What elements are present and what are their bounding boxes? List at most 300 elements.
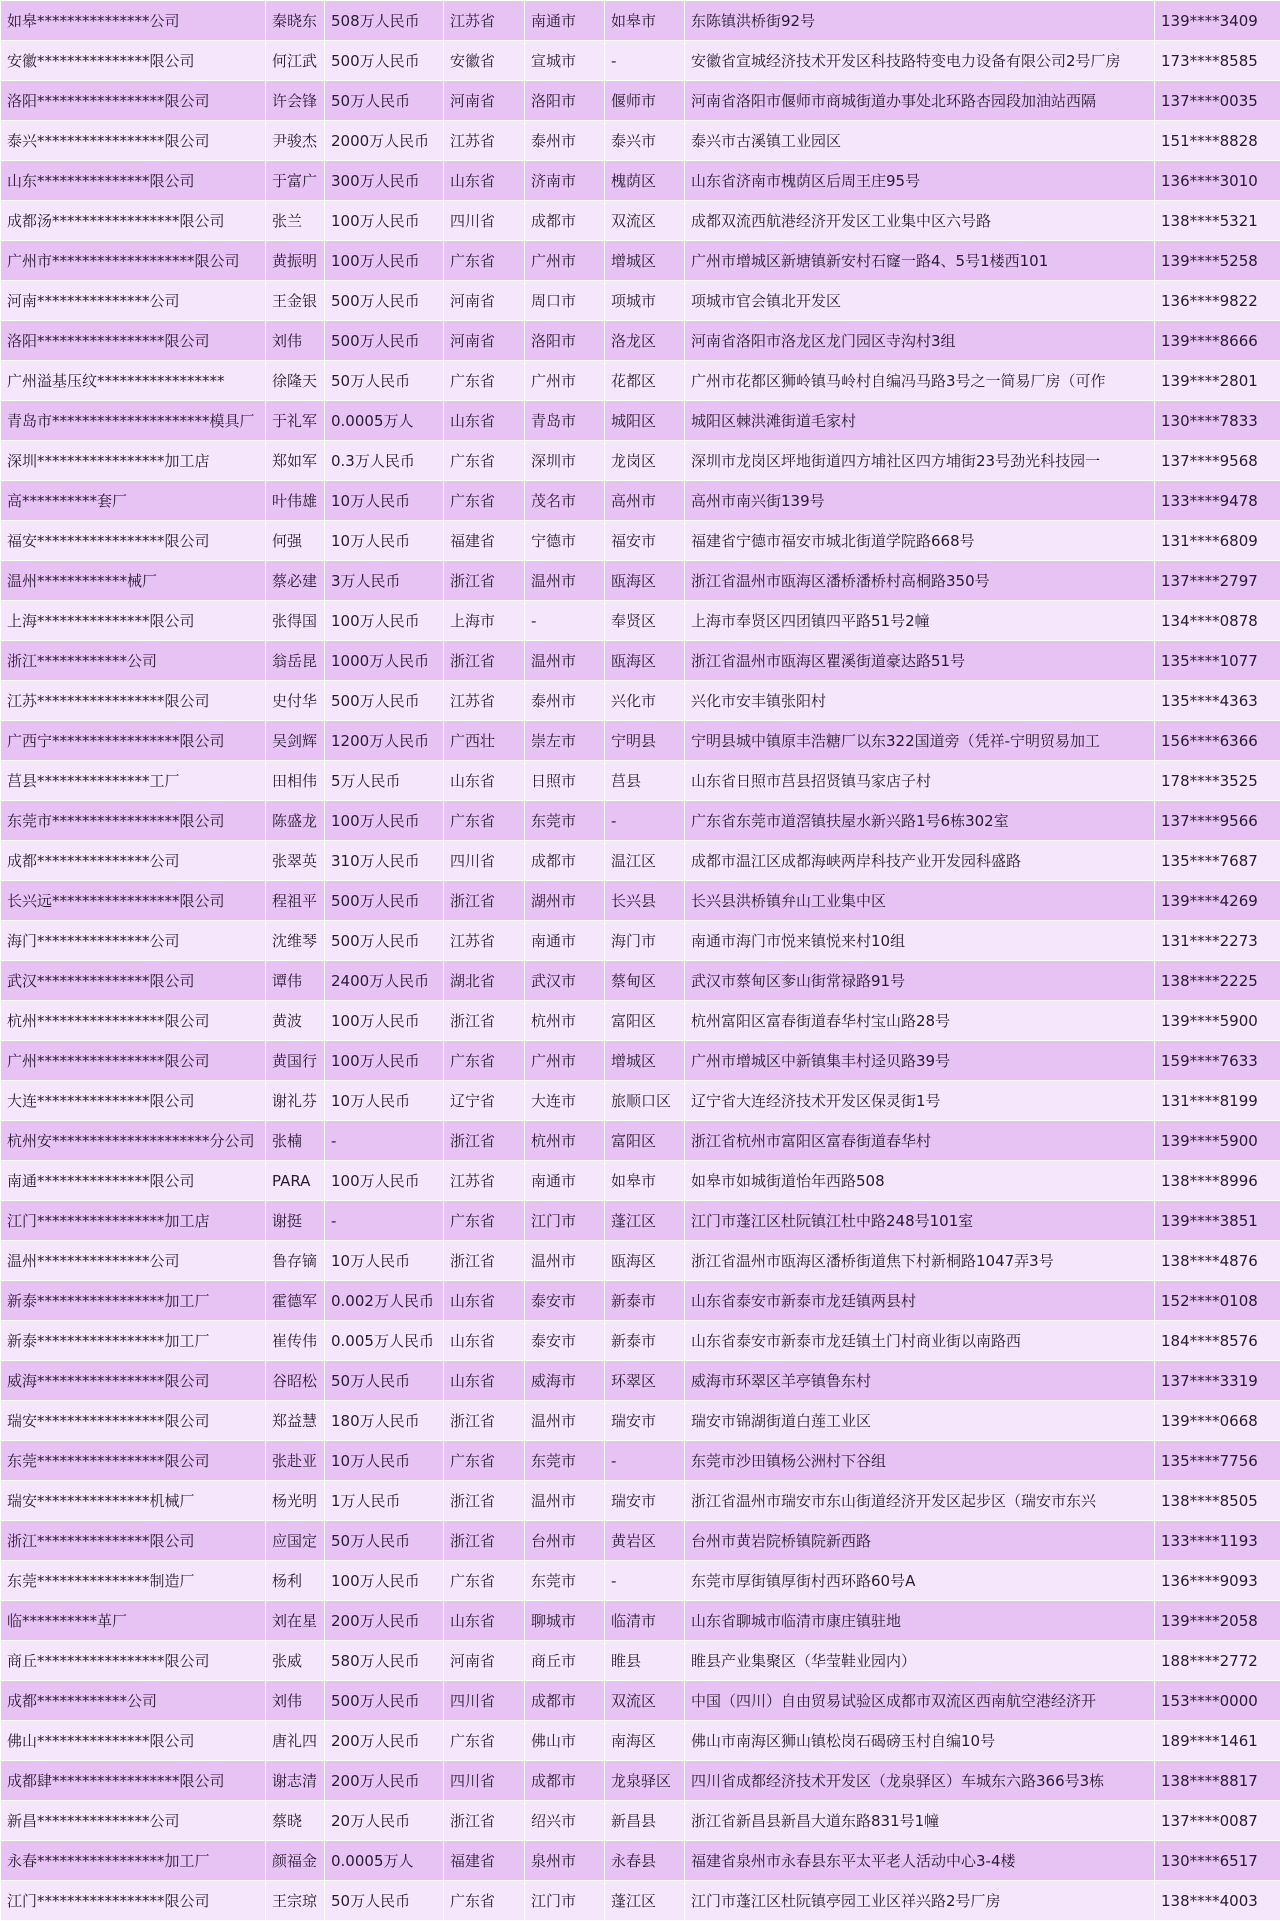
address-cell: 成都双流西航港经济开发区工业集中区六号路 [685, 201, 1155, 241]
district-cell: 洛龙区 [605, 321, 685, 361]
contact-person-cell: 黄国行 [266, 1041, 325, 1081]
province-cell: 浙江省 [444, 1481, 525, 1521]
registered-capital-cell: 100万人民币 [325, 1001, 444, 1041]
phone-cell: 131****6809 [1155, 521, 1280, 561]
company-name-cell: 浙江***************限公司 [1, 1521, 266, 1561]
district-cell: 旅顺口区 [605, 1081, 685, 1121]
registered-capital-cell: 200万人民币 [325, 1761, 444, 1801]
city-cell: 泰安市 [525, 1281, 605, 1321]
company-name-cell: 广州市*******************限公司 [1, 241, 266, 281]
address-cell: 城阳区棘洪滩街道毛家村 [685, 401, 1155, 441]
registered-capital-cell: 0.0005万人 [325, 401, 444, 441]
district-cell: - [605, 41, 685, 81]
address-cell: 成都市温江区成都海峡两岸科技产业开发园科盛路 [685, 841, 1155, 881]
registered-capital-cell: 0.005万人民币 [325, 1321, 444, 1361]
table-row [1, 561, 1280, 601]
address-cell: 浙江省温州市瓯海区瞿溪街道豪达路51号 [685, 641, 1155, 681]
contact-person-cell: 张翠英 [266, 841, 325, 881]
city-cell: 成都市 [525, 1761, 605, 1801]
district-cell: 双流区 [605, 1681, 685, 1721]
district-cell: 城阳区 [605, 401, 685, 441]
province-cell: 浙江省 [444, 1521, 525, 1561]
district-cell: 莒县 [605, 761, 685, 801]
district-cell: 蓬江区 [605, 1881, 685, 1921]
province-cell: 四川省 [444, 841, 525, 881]
phone-cell: 133****9478 [1155, 481, 1280, 521]
phone-cell: 139****5258 [1155, 241, 1280, 281]
phone-cell: 184****8576 [1155, 1321, 1280, 1361]
company-name-cell: 青岛市*********************模具厂 [1, 401, 266, 441]
company-name-cell: 新昌***************公司 [1, 1801, 266, 1841]
contact-person-cell: 谢志清 [266, 1761, 325, 1801]
province-cell: 广东省 [444, 481, 525, 521]
district-cell: 如皋市 [605, 1, 685, 41]
city-cell: 泰州市 [525, 121, 605, 161]
address-cell: 安徽省宣城经济技术开发区科技路特变电力设备有限公司2号厂房 [685, 41, 1155, 81]
address-cell: 东莞市沙田镇杨公洲村下谷组 [685, 1441, 1155, 1481]
province-cell: 广东省 [444, 1201, 525, 1241]
registered-capital-cell: 500万人民币 [325, 681, 444, 721]
province-cell: 安徽省 [444, 41, 525, 81]
city-cell: 南通市 [525, 1, 605, 41]
table-row [1, 281, 1280, 321]
province-cell: 广西壮 [444, 721, 525, 761]
company-name-cell: 如皋***************公司 [1, 1, 266, 41]
phone-cell: 139****8666 [1155, 321, 1280, 361]
table-row [1, 801, 1280, 841]
contact-person-cell: 许会锋 [266, 81, 325, 121]
city-cell: 威海市 [525, 1361, 605, 1401]
registered-capital-cell: 10万人民币 [325, 521, 444, 561]
province-cell: 四川省 [444, 201, 525, 241]
phone-cell: 133****1193 [1155, 1521, 1280, 1561]
province-cell: 山东省 [444, 1361, 525, 1401]
city-cell: 崇左市 [525, 721, 605, 761]
city-cell: 温州市 [525, 561, 605, 601]
city-cell: 南通市 [525, 1161, 605, 1201]
city-cell: 聊城市 [525, 1601, 605, 1641]
city-cell: 成都市 [525, 841, 605, 881]
contact-person-cell: PARA [266, 1161, 325, 1201]
city-cell: 泰安市 [525, 1321, 605, 1361]
phone-cell: 130****7833 [1155, 401, 1280, 441]
province-cell: 四川省 [444, 1761, 525, 1801]
address-cell: 项城市官会镇北开发区 [685, 281, 1155, 321]
company-name-cell: 高**********套厂 [1, 481, 266, 521]
city-cell: 成都市 [525, 201, 605, 241]
address-cell: 东陈镇洪桥街92号 [685, 1, 1155, 41]
city-cell: 江门市 [525, 1881, 605, 1921]
province-cell: 山东省 [444, 401, 525, 441]
district-cell: 龙岗区 [605, 441, 685, 481]
phone-cell: 139****3851 [1155, 1201, 1280, 1241]
phone-cell: 130****6517 [1155, 1841, 1280, 1881]
table-row [1, 1561, 1280, 1601]
province-cell: 河南省 [444, 1641, 525, 1681]
district-cell: 富阳区 [605, 1001, 685, 1041]
contact-person-cell: 张赴亚 [266, 1441, 325, 1481]
district-cell: 双流区 [605, 201, 685, 241]
table-row [1, 1721, 1280, 1761]
province-cell: 浙江省 [444, 641, 525, 681]
address-cell: 佛山市南海区狮山镇松岗石碣磅玉村自编10号 [685, 1721, 1155, 1761]
district-cell: 福安市 [605, 521, 685, 561]
contact-person-cell: 黄波 [266, 1001, 325, 1041]
contact-person-cell: 谢礼芬 [266, 1081, 325, 1121]
phone-cell: 131****8199 [1155, 1081, 1280, 1121]
table-row [1, 881, 1280, 921]
city-cell: 青岛市 [525, 401, 605, 441]
address-cell: 武汉市蔡甸区奓山街常禄路91号 [685, 961, 1155, 1001]
city-cell: - [525, 601, 605, 641]
table-row [1, 1321, 1280, 1361]
province-cell: 浙江省 [444, 1801, 525, 1841]
registered-capital-cell: 50万人民币 [325, 361, 444, 401]
district-cell: 新泰市 [605, 1281, 685, 1321]
province-cell: 山东省 [444, 1601, 525, 1641]
contact-person-cell: 霍德军 [266, 1281, 325, 1321]
city-cell: 佛山市 [525, 1721, 605, 1761]
registered-capital-cell: - [325, 1121, 444, 1161]
district-cell: 永春县 [605, 1841, 685, 1881]
address-cell: 浙江省温州市瓯海区潘桥街道焦下村新桐路1047弄3号 [685, 1241, 1155, 1281]
contact-person-cell: 吴剑辉 [266, 721, 325, 761]
phone-cell: 136****9822 [1155, 281, 1280, 321]
table-row [1, 401, 1280, 441]
table-row [1, 1081, 1280, 1121]
address-cell: 浙江省温州市瑞安市东山街道经济开发区起步区（瑞安市东兴 [685, 1481, 1155, 1521]
company-name-cell: 上海***************限公司 [1, 601, 266, 641]
company-name-cell: 泰兴*****************限公司 [1, 121, 266, 161]
contact-person-cell: 应国定 [266, 1521, 325, 1561]
city-cell: 温州市 [525, 1401, 605, 1441]
address-cell: 浙江省新昌县新昌大道东路831号1幢 [685, 1801, 1155, 1841]
province-cell: 广东省 [444, 361, 525, 401]
district-cell: 温江区 [605, 841, 685, 881]
district-cell: 瑞安市 [605, 1401, 685, 1441]
city-cell: 洛阳市 [525, 321, 605, 361]
province-cell: 山东省 [444, 761, 525, 801]
district-cell: 蓬江区 [605, 1201, 685, 1241]
city-cell: 日照市 [525, 761, 605, 801]
district-cell: - [605, 1441, 685, 1481]
province-cell: 浙江省 [444, 1001, 525, 1041]
contact-person-cell: 张得国 [266, 601, 325, 641]
contact-person-cell: 何强 [266, 521, 325, 561]
company-name-cell: 海门***************公司 [1, 921, 266, 961]
registered-capital-cell: 100万人民币 [325, 201, 444, 241]
city-cell: 广州市 [525, 361, 605, 401]
registered-capital-cell: 0.002万人民币 [325, 1281, 444, 1321]
contact-person-cell: 唐礼四 [266, 1721, 325, 1761]
table-row [1, 161, 1280, 201]
address-cell: 杭州富阳区富春街道春华村宝山路28号 [685, 1001, 1155, 1041]
address-cell: 山东省日照市莒县招贤镇马家店子村 [685, 761, 1155, 801]
city-cell: 南通市 [525, 921, 605, 961]
contact-person-cell: 田相伟 [266, 761, 325, 801]
contact-person-cell: 徐隆天 [266, 361, 325, 401]
registered-capital-cell: 3万人民币 [325, 561, 444, 601]
province-cell: 广东省 [444, 1561, 525, 1601]
phone-cell: 137****0087 [1155, 1801, 1280, 1841]
registered-capital-cell: 10万人民币 [325, 481, 444, 521]
registered-capital-cell: 200万人民币 [325, 1721, 444, 1761]
table-row [1, 1881, 1280, 1921]
province-cell: 湖北省 [444, 961, 525, 1001]
table-row [1, 1161, 1280, 1201]
phone-cell: 139****2801 [1155, 361, 1280, 401]
district-cell: 兴化市 [605, 681, 685, 721]
registered-capital-cell: 500万人民币 [325, 921, 444, 961]
registered-capital-cell: 10万人民币 [325, 1081, 444, 1121]
company-name-cell: 成都汤*****************限公司 [1, 201, 266, 241]
district-cell: 奉贤区 [605, 601, 685, 641]
phone-cell: 135****7756 [1155, 1441, 1280, 1481]
phone-cell: 159****7633 [1155, 1041, 1280, 1081]
address-cell: 山东省济南市槐荫区后周王庄95号 [685, 161, 1155, 201]
address-cell: 广州市增城区中新镇集丰村迳贝路39号 [685, 1041, 1155, 1081]
contact-person-cell: 郑益慧 [266, 1401, 325, 1441]
contact-person-cell: 翁岳昆 [266, 641, 325, 681]
phone-cell: 138****5321 [1155, 201, 1280, 241]
table-row [1, 1041, 1280, 1081]
contact-person-cell: 颜福金 [266, 1841, 325, 1881]
district-cell: 如皋市 [605, 1161, 685, 1201]
city-cell: 武汉市 [525, 961, 605, 1001]
registered-capital-cell: 100万人民币 [325, 1161, 444, 1201]
province-cell: 福建省 [444, 1841, 525, 1881]
table-row [1, 1641, 1280, 1681]
table-row [1, 641, 1280, 681]
company-name-cell: 成都***************公司 [1, 841, 266, 881]
registered-capital-cell: 50万人民币 [325, 1881, 444, 1921]
province-cell: 浙江省 [444, 1121, 525, 1161]
address-cell: 福建省宁德市福安市城北街道学院路668号 [685, 521, 1155, 561]
city-cell: 湖州市 [525, 881, 605, 921]
registered-capital-cell: 2400万人民币 [325, 961, 444, 1001]
province-cell: 福建省 [444, 521, 525, 561]
district-cell: 槐荫区 [605, 161, 685, 201]
province-cell: 广东省 [444, 441, 525, 481]
province-cell: 河南省 [444, 321, 525, 361]
phone-cell: 139****4269 [1155, 881, 1280, 921]
table-row [1, 1801, 1280, 1841]
company-name-cell: 广州*****************限公司 [1, 1041, 266, 1081]
phone-cell: 135****4363 [1155, 681, 1280, 721]
contact-person-cell: 刘在星 [266, 1601, 325, 1641]
city-cell: 洛阳市 [525, 81, 605, 121]
address-cell: 上海市奉贤区四团镇四平路51号2幢 [685, 601, 1155, 641]
phone-cell: 178****3525 [1155, 761, 1280, 801]
registered-capital-cell: 100万人民币 [325, 601, 444, 641]
address-cell: 威海市环翠区羊亭镇鲁东村 [685, 1361, 1155, 1401]
district-cell: 长兴县 [605, 881, 685, 921]
province-cell: 四川省 [444, 1681, 525, 1721]
contact-person-cell: 于富广 [266, 161, 325, 201]
table-row [1, 481, 1280, 521]
province-cell: 广东省 [444, 1441, 525, 1481]
province-cell: 江苏省 [444, 1, 525, 41]
registered-capital-cell: 500万人民币 [325, 321, 444, 361]
address-cell: 广东省东莞市道滘镇扶屋水新兴路1号6栋302室 [685, 801, 1155, 841]
contact-person-cell: 杨光明 [266, 1481, 325, 1521]
phone-cell: 152****0108 [1155, 1281, 1280, 1321]
registered-capital-cell: 10万人民币 [325, 1441, 444, 1481]
registered-capital-cell: 100万人民币 [325, 1041, 444, 1081]
registered-capital-cell: 100万人民币 [325, 801, 444, 841]
province-cell: 江苏省 [444, 121, 525, 161]
contact-person-cell: 蔡必建 [266, 561, 325, 601]
district-cell: - [605, 1561, 685, 1601]
address-cell: 中国（四川）自由贸易试验区成都市双流区西南航空港经济开 [685, 1681, 1155, 1721]
company-name-cell: 成都************公司 [1, 1681, 266, 1721]
province-cell: 辽宁省 [444, 1081, 525, 1121]
company-name-cell: 江门*****************加工店 [1, 1201, 266, 1241]
address-cell: 长兴县洪桥镇弁山工业集中区 [685, 881, 1155, 921]
address-cell: 广州市增城区新塘镇新安村石窿一路4、5号1楼西101 [685, 241, 1155, 281]
phone-cell: 135****7687 [1155, 841, 1280, 881]
address-cell: 睢县产业集聚区（华莹鞋业园内） [685, 1641, 1155, 1681]
district-cell: 临清市 [605, 1601, 685, 1641]
company-name-cell: 杭州*****************限公司 [1, 1001, 266, 1041]
contact-person-cell: 叶伟雄 [266, 481, 325, 521]
table-row [1, 41, 1280, 81]
registered-capital-cell: 500万人民币 [325, 1681, 444, 1721]
city-cell: 泰州市 [525, 681, 605, 721]
address-cell: 河南省洛阳市偃师市商城街道办事处北环路杏园段加油站西隔 [685, 81, 1155, 121]
registered-capital-cell: 50万人民币 [325, 1361, 444, 1401]
province-cell: 江苏省 [444, 681, 525, 721]
province-cell: 浙江省 [444, 1401, 525, 1441]
district-cell: 偃师市 [605, 81, 685, 121]
contact-person-cell: 沈维琴 [266, 921, 325, 961]
district-cell: - [605, 801, 685, 841]
address-cell: 福建省泉州市永春县东平太平老人活动中心3-4楼 [685, 1841, 1155, 1881]
registered-capital-cell: 0.3万人民币 [325, 441, 444, 481]
company-name-cell: 南通***************限公司 [1, 1161, 266, 1201]
phone-cell: 137****9568 [1155, 441, 1280, 481]
table-body [1, 1, 1280, 1921]
company-name-cell: 杭州安*********************分公司 [1, 1121, 266, 1161]
company-name-cell: 商丘*****************限公司 [1, 1641, 266, 1681]
registered-capital-cell: 50万人民币 [325, 1521, 444, 1561]
province-cell: 浙江省 [444, 561, 525, 601]
table-row [1, 1, 1280, 41]
district-cell: 黄岩区 [605, 1521, 685, 1561]
table-row [1, 1201, 1280, 1241]
contact-person-cell: 谭伟 [266, 961, 325, 1001]
district-cell: 增城区 [605, 1041, 685, 1081]
address-cell: 江门市蓬江区杜阮镇江杜中路248号101室 [685, 1201, 1155, 1241]
company-name-cell: 永春*****************加工厂 [1, 1841, 266, 1881]
registered-capital-cell: 508万人民币 [325, 1, 444, 41]
table-row [1, 961, 1280, 1001]
company-name-cell: 江门*****************限公司 [1, 1881, 266, 1921]
table-row [1, 841, 1280, 881]
contact-person-cell: 蔡晓 [266, 1801, 325, 1841]
phone-cell: 151****8828 [1155, 121, 1280, 161]
phone-cell: 138****4876 [1155, 1241, 1280, 1281]
table-row [1, 921, 1280, 961]
address-cell: 如皋市如城街道怡年西路508 [685, 1161, 1155, 1201]
table-row [1, 81, 1280, 121]
district-cell: 瓯海区 [605, 561, 685, 601]
city-cell: 江门市 [525, 1201, 605, 1241]
phone-cell: 138****2225 [1155, 961, 1280, 1001]
phone-cell: 153****0000 [1155, 1681, 1280, 1721]
city-cell: 杭州市 [525, 1121, 605, 1161]
district-cell: 海门市 [605, 921, 685, 961]
province-cell: 河南省 [444, 281, 525, 321]
table-row [1, 721, 1280, 761]
contact-person-cell: 谢挺 [266, 1201, 325, 1241]
phone-cell: 137****0035 [1155, 81, 1280, 121]
company-name-cell: 瑞安*****************限公司 [1, 1401, 266, 1441]
city-cell: 茂名市 [525, 481, 605, 521]
table-row [1, 201, 1280, 241]
registered-capital-cell: 5万人民币 [325, 761, 444, 801]
registered-capital-cell: 20万人民币 [325, 1801, 444, 1841]
city-cell: 周口市 [525, 281, 605, 321]
registered-capital-cell: 0.0005万人 [325, 1841, 444, 1881]
table-row [1, 1681, 1280, 1721]
district-cell: 项城市 [605, 281, 685, 321]
company-name-cell: 威海*****************限公司 [1, 1361, 266, 1401]
contact-person-cell: 郑如军 [266, 441, 325, 481]
address-cell: 深圳市龙岗区坪地街道四方埔社区四方埔街23号劲光科技园一 [685, 441, 1155, 481]
city-cell: 深圳市 [525, 441, 605, 481]
city-cell: 广州市 [525, 1041, 605, 1081]
company-name-cell: 武汉***************限公司 [1, 961, 266, 1001]
address-cell: 泰兴市古溪镇工业园区 [685, 121, 1155, 161]
province-cell: 山东省 [444, 1321, 525, 1361]
district-cell: 南海区 [605, 1721, 685, 1761]
contact-person-cell: 于礼军 [266, 401, 325, 441]
address-cell: 瑞安市锦湖街道白莲工业区 [685, 1401, 1155, 1441]
table-row [1, 1281, 1280, 1321]
table-row [1, 241, 1280, 281]
address-cell: 山东省聊城市临清市康庄镇驻地 [685, 1601, 1155, 1641]
table-row [1, 1841, 1280, 1881]
province-cell: 上海市 [444, 601, 525, 641]
province-cell: 广东省 [444, 1041, 525, 1081]
table-row [1, 1241, 1280, 1281]
registered-capital-cell: - [325, 1201, 444, 1241]
phone-cell: 139****5900 [1155, 1121, 1280, 1161]
district-cell: 新泰市 [605, 1321, 685, 1361]
contact-person-cell: 秦晓东 [266, 1, 325, 41]
district-cell: 富阳区 [605, 1121, 685, 1161]
registered-capital-cell: 300万人民币 [325, 161, 444, 201]
contact-person-cell: 鲁存镝 [266, 1241, 325, 1281]
table-row [1, 1361, 1280, 1401]
contact-person-cell: 程祖平 [266, 881, 325, 921]
province-cell: 广东省 [444, 1721, 525, 1761]
city-cell: 温州市 [525, 1481, 605, 1521]
address-cell: 浙江省杭州市富阳区富春街道春华村 [685, 1121, 1155, 1161]
contact-person-cell: 张兰 [266, 201, 325, 241]
registered-capital-cell: 1万人民币 [325, 1481, 444, 1521]
city-cell: 东莞市 [525, 1561, 605, 1601]
address-cell: 山东省泰安市新泰市龙廷镇土门村商业街以南路西 [685, 1321, 1155, 1361]
company-name-cell: 江苏*****************限公司 [1, 681, 266, 721]
company-name-cell: 温州***************公司 [1, 1241, 266, 1281]
address-cell: 兴化市安丰镇张阳村 [685, 681, 1155, 721]
contact-person-cell: 崔传伟 [266, 1321, 325, 1361]
registered-capital-cell: 500万人民币 [325, 881, 444, 921]
province-cell: 河南省 [444, 81, 525, 121]
registered-capital-cell: 10万人民币 [325, 1241, 444, 1281]
